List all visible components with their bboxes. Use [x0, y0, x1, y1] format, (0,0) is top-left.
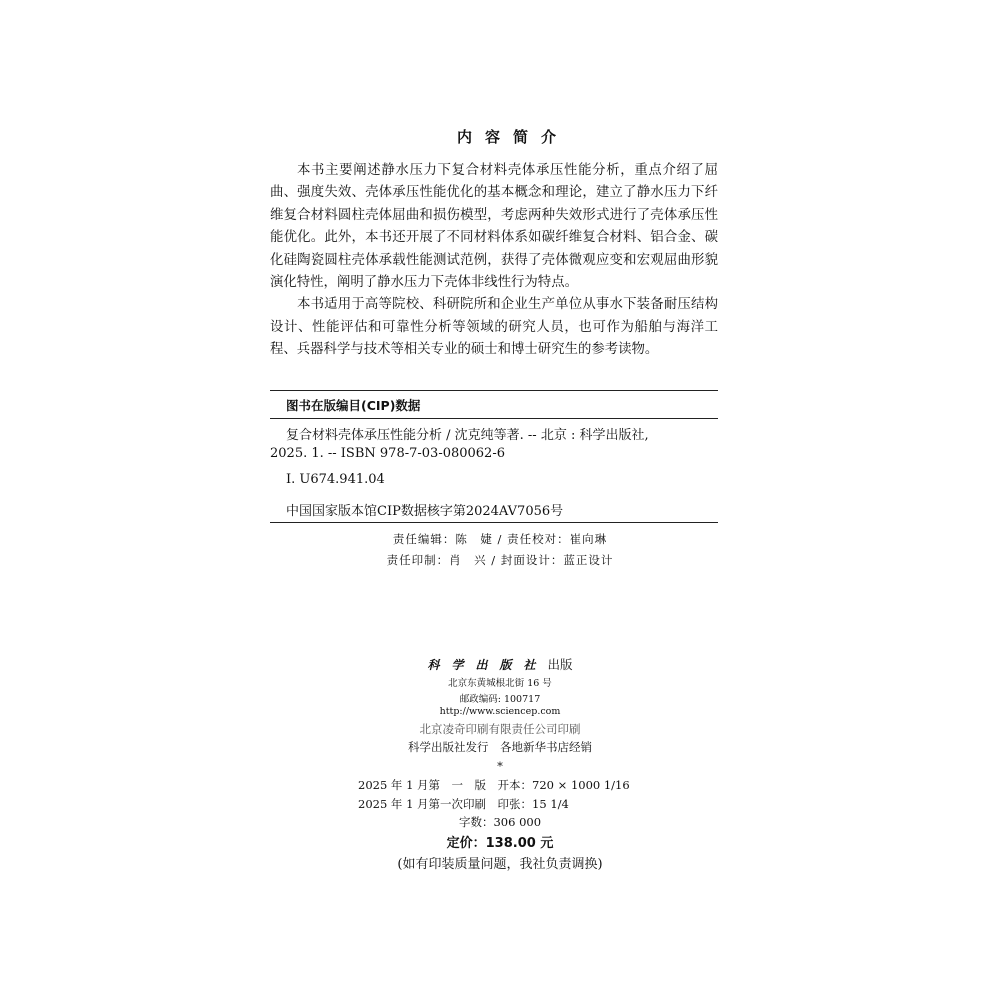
price-line: 定价：138.00 元: [446, 836, 554, 851]
cip-heading-rule: [270, 418, 718, 419]
publisher-line: [0, 654, 1000, 673]
publisher-address: 北京东黄城根北街 16 号: [448, 678, 552, 689]
cip-line-1: 复合材料壳体承压性能分析 / 沈克纯等著. -- 北京 : 科学出版社,: [286, 428, 649, 443]
distribution-line: 科学出版社发行 各地新华书店经销: [408, 740, 592, 754]
credits-line-2: 责任印制：肖 兴 / 封面设计：蓝正设计: [386, 553, 614, 567]
credits-line-1: 责任编辑：陈 婕 / 责任校对：崔向琳: [392, 532, 608, 546]
intro-title: 内容简介: [456, 128, 569, 146]
intro-paragraph-1: 本书主要阐述静水压力下复合材料壳体承压性能分析，重点介绍了屈曲、强度失效、壳体承压性能优化的基本概念和理论，建立了静水压力下纤维复合材料圆柱壳体屈曲和损伤模型，考虑两种失效形式进行了壳体承压性能优化。此外，本书还开展了不同材料体系如碳纤维复合材料、铝合金、碳化硅陶瓷圆柱壳体承载性能测试范例，获得了壳体微观应变和宏观屈曲形貌演化特性，阐明了静水压力下壳体非线性行为特点。: [270, 163, 718, 291]
edition-line: 2025 年 1 月第 一 版 开本：720 × 1000 1/16: [358, 778, 630, 792]
cip-line-2: 2025. 1. -- ISBN 978-7-03-080062-6: [270, 446, 505, 461]
quality-note: (如有印装质量问题，我社负责调换): [397, 857, 603, 872]
cip-line-3: Ⅰ. U674.941.04: [286, 472, 385, 487]
cip-line-4: 中国国家版本馆CIP数据核字第2024AV7056号: [286, 504, 564, 519]
intro-paragraph-2: 本书适用于高等院校、科研院所和企业生产单位从事水下装备耐压结构设计、性能评估和可靠性分析等领域的研究人员，也可作为船舶与海洋工程、兵器科学与技术等相关专业的硕士和博士研究生的参考读物。: [270, 297, 718, 358]
publisher-url: http://www.sciencep.com: [439, 706, 561, 717]
intro-body: [270, 160, 718, 362]
word-count-line: 字数：306 000: [458, 815, 542, 829]
publisher-suffix: 出版: [547, 657, 573, 672]
publisher-name: 科学出版社: [427, 658, 548, 672]
publisher-postcode: 邮政编码: 100717: [459, 694, 541, 705]
cip-heading: 图书在版编目(CIP)数据: [286, 398, 421, 413]
printer-line: 北京凌奇印刷有限责任公司印刷: [419, 722, 581, 736]
printing-line: 2025 年 1 月第一次印刷 印张：15 1/4: [358, 797, 569, 811]
cip-bottom-rule: [270, 522, 718, 523]
cip-top-rule: [270, 390, 718, 391]
separator-star: *: [497, 759, 503, 773]
